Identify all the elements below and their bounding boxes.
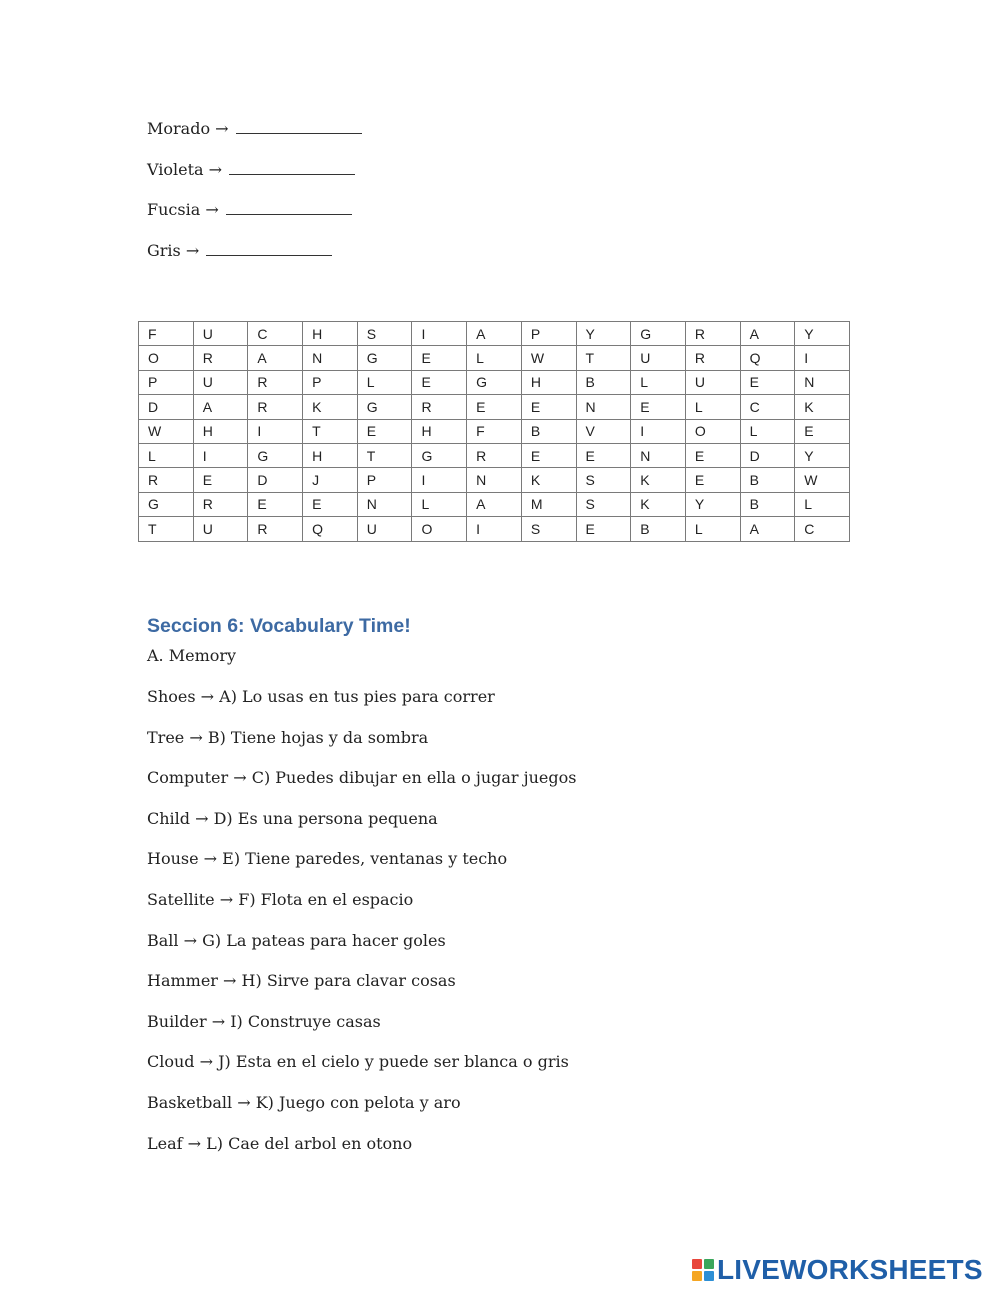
grid-cell[interactable]: U xyxy=(193,322,248,346)
memory-list xyxy=(147,684,576,1171)
grid-cell[interactable]: U xyxy=(193,370,248,394)
color-line-fucsia xyxy=(147,197,362,238)
grid-cell[interactable]: R xyxy=(248,370,303,394)
logo-square-icon xyxy=(692,1271,702,1281)
grid-cell[interactable]: L xyxy=(357,370,412,394)
grid-cell[interactable]: L xyxy=(685,395,740,419)
grid-cell[interactable]: P xyxy=(357,468,412,492)
grid-cell[interactable]: H xyxy=(521,370,576,394)
grid-cell[interactable]: O xyxy=(139,346,194,370)
grid-cell[interactable]: G xyxy=(467,370,522,394)
grid-cell[interactable]: R xyxy=(193,346,248,370)
grid-cell[interactable]: E xyxy=(303,492,358,516)
grid-cell[interactable]: I xyxy=(467,517,522,541)
grid-cell[interactable]: Y xyxy=(795,322,850,346)
grid-cell[interactable]: I xyxy=(248,419,303,443)
memory-item: Hammer → H) Sirve para clavar cosas xyxy=(147,971,456,991)
grid-cell[interactable]: C xyxy=(740,395,795,419)
grid-cell[interactable]: A xyxy=(467,322,522,346)
grid-cell[interactable]: S xyxy=(576,492,631,516)
grid-cell[interactable]: T xyxy=(576,346,631,370)
arrow: → xyxy=(185,240,200,260)
color-word: Fucsia xyxy=(147,200,201,220)
grid-cell[interactable]: A xyxy=(193,395,248,419)
grid-cell[interactable]: N xyxy=(303,346,358,370)
memory-item: Tree → B) Tiene hojas y da sombra xyxy=(147,727,429,747)
memory-item: Shoes → A) Lo usas en tus pies para correr xyxy=(147,687,495,706)
grid-cell[interactable]: R xyxy=(248,395,303,419)
color-line-gris xyxy=(147,238,362,279)
grid-cell[interactable]: E xyxy=(357,419,412,443)
grid-cell[interactable]: T xyxy=(357,443,412,467)
grid-cell[interactable]: U xyxy=(193,517,248,541)
grid-cell[interactable]: M xyxy=(521,492,576,516)
grid-row xyxy=(139,468,850,492)
logo-square-icon xyxy=(692,1259,702,1269)
grid-row xyxy=(139,419,850,443)
grid-cell[interactable]: T xyxy=(303,419,358,443)
grid-cell[interactable]: B xyxy=(576,370,631,394)
grid-row xyxy=(139,395,850,419)
grid-cell[interactable]: L xyxy=(139,443,194,467)
grid-cell[interactable]: G xyxy=(631,322,686,346)
answer-blank[interactable] xyxy=(236,119,362,134)
grid-cell[interactable]: R xyxy=(685,322,740,346)
memory-item: Builder → I) Construye casas xyxy=(147,1011,381,1031)
grid-cell[interactable]: A xyxy=(740,322,795,346)
grid-cell[interactable]: B xyxy=(740,492,795,516)
grid-cell[interactable]: I xyxy=(412,322,467,346)
section-subtitle: A. Memory xyxy=(147,646,237,665)
grid-cell[interactable]: H xyxy=(193,419,248,443)
color-word: Morado xyxy=(147,119,211,138)
grid-cell[interactable]: N xyxy=(576,395,631,419)
grid-cell[interactable]: K xyxy=(521,468,576,492)
grid-cell[interactable]: G xyxy=(139,492,194,516)
grid-cell[interactable]: R xyxy=(412,395,467,419)
grid-cell[interactable]: Y xyxy=(576,322,631,346)
color-line-morado xyxy=(147,116,362,157)
memory-item: Computer → C) Puedes dibujar en ella o jugar juegos xyxy=(147,768,577,788)
grid-cell[interactable]: C xyxy=(795,517,850,541)
grid-cell[interactable]: E xyxy=(795,419,850,443)
grid-cell[interactable]: B xyxy=(631,517,686,541)
grid-cell[interactable]: R xyxy=(685,346,740,370)
memory-item: Child → D) Es una persona pequena xyxy=(147,808,438,828)
grid-cell[interactable]: Y xyxy=(795,443,850,467)
arrow: → xyxy=(215,119,229,138)
memory-item: Satellite → F) Flota en el espacio xyxy=(147,889,414,909)
grid-cell[interactable]: E xyxy=(685,443,740,467)
grid-row xyxy=(139,370,850,394)
grid-cell[interactable]: G xyxy=(412,443,467,467)
grid-cell[interactable]: B xyxy=(740,468,795,492)
grid-row xyxy=(139,443,850,467)
grid-cell[interactable]: F xyxy=(139,322,194,346)
grid-cell[interactable]: K xyxy=(303,395,358,419)
grid-cell[interactable]: C xyxy=(248,322,303,346)
color-translation-list xyxy=(147,116,362,278)
grid-cell[interactable]: L xyxy=(412,492,467,516)
arrow: → xyxy=(208,159,223,179)
grid-row xyxy=(139,322,850,346)
answer-blank[interactable] xyxy=(226,200,352,215)
grid-cell[interactable]: S xyxy=(521,517,576,541)
grid-cell[interactable]: G xyxy=(357,346,412,370)
grid-cell[interactable]: R xyxy=(248,517,303,541)
grid-cell[interactable]: R xyxy=(193,492,248,516)
grid-cell[interactable]: I xyxy=(412,468,467,492)
grid-cell[interactable]: K xyxy=(795,395,850,419)
grid-cell[interactable]: A xyxy=(467,492,522,516)
answer-blank[interactable] xyxy=(206,241,332,256)
grid-cell[interactable]: E xyxy=(248,492,303,516)
grid-cell[interactable]: R xyxy=(467,443,522,467)
grid-cell[interactable]: N xyxy=(631,443,686,467)
grid-cell[interactable]: R xyxy=(139,468,194,492)
grid-cell[interactable]: B xyxy=(521,419,576,443)
grid-cell[interactable]: E xyxy=(412,370,467,394)
grid-cell[interactable]: U xyxy=(357,517,412,541)
grid-cell[interactable]: G xyxy=(248,443,303,467)
memory-item: House → E) Tiene paredes, ventanas y techo xyxy=(147,849,508,869)
grid-cell[interactable]: F xyxy=(467,419,522,443)
section-title: Seccion 6: Vocabulary Time! xyxy=(147,615,411,637)
grid-cell[interactable]: E xyxy=(521,443,576,467)
grid-cell[interactable]: P xyxy=(303,370,358,394)
grid-row xyxy=(139,346,850,370)
grid-row xyxy=(139,492,850,516)
memory-item: Ball → G) La pateas para hacer goles xyxy=(147,930,446,950)
grid-cell[interactable]: Q xyxy=(303,517,358,541)
grid-cell[interactable]: E xyxy=(685,468,740,492)
arrow: → xyxy=(205,200,219,220)
grid-cell[interactable]: K xyxy=(631,468,686,492)
grid-cell[interactable]: W xyxy=(795,468,850,492)
grid-cell[interactable]: E xyxy=(740,370,795,394)
liveworksheets-logo[interactable] xyxy=(692,1254,983,1286)
grid-cell[interactable]: E xyxy=(576,443,631,467)
grid-cell[interactable]: E xyxy=(467,395,522,419)
grid-cell[interactable]: E xyxy=(412,346,467,370)
grid-cell[interactable]: N xyxy=(357,492,412,516)
grid-cell[interactable]: E xyxy=(576,517,631,541)
logo-icon xyxy=(692,1259,714,1281)
grid-cell[interactable]: E xyxy=(193,468,248,492)
grid-cell[interactable]: L xyxy=(631,370,686,394)
answer-blank[interactable] xyxy=(229,160,355,175)
grid-cell[interactable]: G xyxy=(357,395,412,419)
grid-cell[interactable]: L xyxy=(740,419,795,443)
grid-cell[interactable]: T xyxy=(139,517,194,541)
color-word: Gris xyxy=(147,240,181,260)
grid-cell[interactable]: H xyxy=(303,322,358,346)
color-line-violeta xyxy=(147,157,362,198)
grid-cell[interactable]: L xyxy=(795,492,850,516)
grid-cell[interactable]: H xyxy=(303,443,358,467)
grid-cell[interactable]: I xyxy=(795,346,850,370)
grid-cell[interactable]: E xyxy=(521,395,576,419)
grid-cell[interactable]: L xyxy=(467,346,522,370)
grid-cell[interactable]: O xyxy=(412,517,467,541)
grid-cell[interactable]: P xyxy=(139,370,194,394)
grid-cell[interactable]: L xyxy=(685,517,740,541)
logo-square-icon xyxy=(704,1259,714,1269)
memory-item: Leaf → L) Cae del arbol en otono xyxy=(147,1133,413,1153)
grid-cell[interactable]: A xyxy=(248,346,303,370)
grid-cell[interactable]: J xyxy=(303,468,358,492)
grid-cell[interactable]: P xyxy=(521,322,576,346)
word-search-grid xyxy=(138,321,850,542)
grid-cell[interactable]: U xyxy=(631,346,686,370)
logo-text: LIVEWORKSHEETS xyxy=(717,1254,983,1285)
grid-row xyxy=(139,517,850,541)
grid-cell[interactable]: H xyxy=(412,419,467,443)
grid-cell[interactable]: I xyxy=(631,419,686,443)
grid-cell[interactable]: D xyxy=(139,395,194,419)
grid-cell[interactable]: E xyxy=(631,395,686,419)
grid-cell[interactable]: W xyxy=(139,419,194,443)
grid-cell[interactable]: D xyxy=(248,468,303,492)
grid-cell[interactable]: O xyxy=(685,419,740,443)
grid-cell[interactable]: W xyxy=(521,346,576,370)
logo-square-icon xyxy=(704,1271,714,1281)
grid-cell[interactable]: V xyxy=(576,419,631,443)
memory-item: Basketball → K) Juego con pelota y aro xyxy=(147,1092,461,1112)
memory-item: Cloud → J) Esta en el cielo y puede ser blanca o gris xyxy=(147,1052,569,1072)
grid-cell[interactable]: S xyxy=(357,322,412,346)
grid-cell[interactable]: N xyxy=(795,370,850,394)
grid-cell[interactable]: N xyxy=(467,468,522,492)
grid-cell[interactable]: Y xyxy=(685,492,740,516)
grid-cell[interactable]: U xyxy=(685,370,740,394)
grid-cell[interactable]: D xyxy=(740,443,795,467)
grid-cell[interactable]: I xyxy=(193,443,248,467)
grid-cell[interactable]: S xyxy=(576,468,631,492)
grid-cell[interactable]: K xyxy=(631,492,686,516)
grid-cell[interactable]: Q xyxy=(740,346,795,370)
color-word: Violeta xyxy=(147,159,204,179)
grid-cell[interactable]: A xyxy=(740,517,795,541)
